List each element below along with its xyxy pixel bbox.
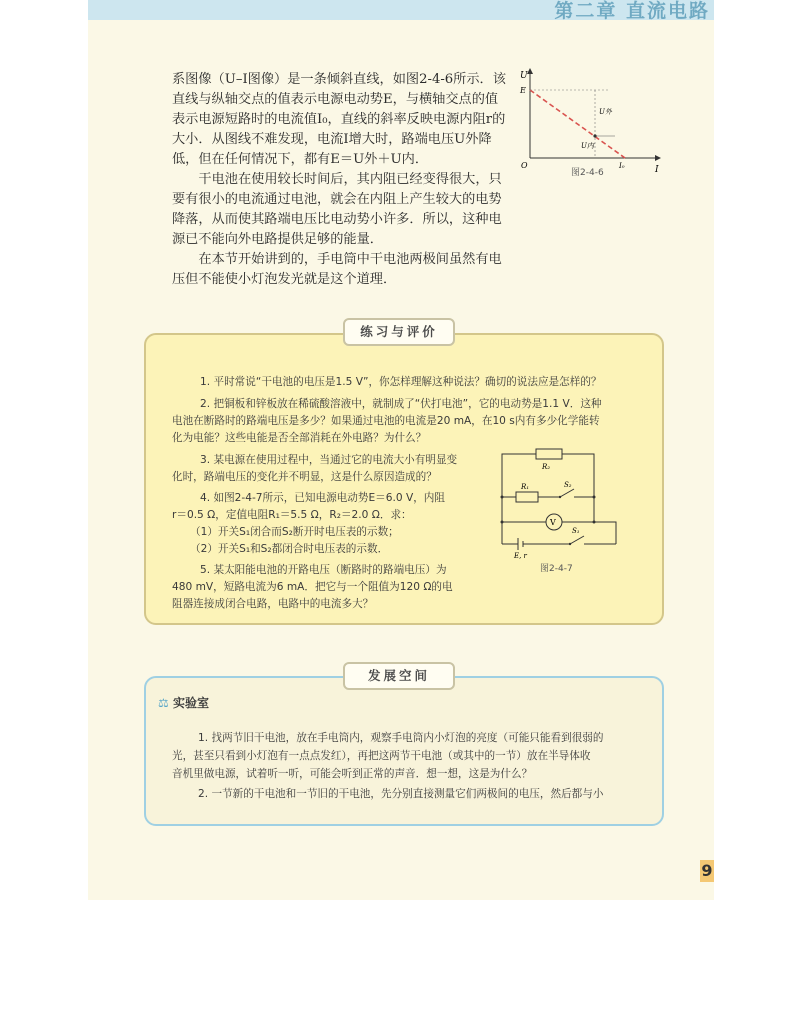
- circuit-figure: [494, 442, 624, 562]
- body-paragraph-1: 系图像（U–I图像）是一条倾斜直线，如图2-4-6所示．该直线与纵轴交点的值表示电源电动势E，与横轴交点的值表示电源短路时的电流值I₀，直线的斜率反映电源内阻r的大小．从图线不难发现，电流I增大时，路端电压U外降低，但在任何情况下，都有E＝U外＋U内．: [172, 72, 506, 167]
- graph-i0-label: I₀: [619, 162, 625, 170]
- exercise-q3-line1: 3. 某电源在使用过程中，当通过它的电流大小有明显变: [200, 454, 458, 466]
- switch-s1: [570, 536, 584, 544]
- exercise-q5-line3: 阻器连接成闭合电路，电路中的电流多大？: [172, 598, 374, 610]
- ui-line: [530, 90, 625, 158]
- graph-i-label: I: [655, 165, 659, 175]
- dev-q1-line2: 光，甚至只看到小灯泡有一点点发红），再把这两节干电池（或其中的一节）放在半导体收: [172, 750, 591, 762]
- label-v: V: [550, 518, 556, 527]
- graph-u-label: U: [520, 71, 528, 81]
- balance-scale-icon: ⚖: [158, 696, 169, 710]
- exercise-box-title: 练习与评价: [343, 318, 455, 346]
- dev-q1-line1: 1. 找两节旧干电池，放在手电筒内，观察手电筒内小灯泡的亮度（可能只能看到很弱的: [198, 732, 604, 744]
- label-r1: R₁: [521, 483, 530, 491]
- exercise-q5-line2: 480 mV，短路电流为6 mA．把它与一个阻值为120 Ω的电: [172, 581, 453, 593]
- exercise-q2-line1: 2. 把铜板和锌板放在稀硫酸溶液中，就制成了“伏打电池”，它的电动势是1.1 V．这种: [200, 398, 602, 410]
- exercise-q2-line3: 化为电能？这些电能是否全部消耗在外电路？为什么？: [172, 432, 427, 444]
- ui-graph-figure: [515, 68, 665, 178]
- body-paragraph-2: 干电池在使用较长时间后，其内阻已经变得很大，只要有很小的电流通过电池，就会在内阻上产生较大的电势降落，从而使其路端电压比电动势小许多．所以，这种电源已不能向外电路提供足够的能量．: [172, 172, 502, 247]
- graph-u-in-label: U内: [581, 142, 594, 150]
- figure-246-caption: 图2-4-6: [571, 168, 604, 178]
- graph-e-label: E: [520, 86, 526, 95]
- graph-u-out-label: U外: [599, 108, 612, 116]
- exercise-q4-line1: 4. 如图2-4-7所示，已知电源电动势E＝6.0 V，内阻: [200, 492, 445, 504]
- switch-s2: [560, 489, 574, 497]
- graph-origin-label: O: [521, 161, 528, 170]
- body-paragraph-3: 在本节开始讲到的，手电筒中干电池两极间虽然有电压但不能使小灯泡发光就是这个道理．: [172, 252, 502, 287]
- development-box-title: 发展空间: [343, 662, 455, 690]
- figure-247-caption: 图2-4-7: [540, 564, 573, 574]
- resistor-r1: [516, 492, 538, 502]
- exercise-q4-line3: （1）开关S₁闭合而S₂断开时电压表的示数；: [190, 526, 399, 538]
- exercise-q3-line2: 化时，路端电压的变化并不明显，这是什么原因造成的？: [172, 471, 437, 483]
- label-s2: S₂: [564, 481, 572, 489]
- lab-label: [158, 694, 209, 711]
- dev-q2-line1: 2. 一节新的干电池和一节旧的干电池，先分别直接测量它们两极间的电压，然后都与小: [198, 788, 604, 800]
- resistor-r2: [536, 449, 562, 459]
- label-r2: R₂: [542, 463, 551, 471]
- exercise-q1: 1. 平时常说“干电池的电压是1.5 V”，你怎样理解这种说法？确切的说法应是怎样的？: [200, 376, 602, 388]
- exercise-q4-line4: （2）开关S₁和S₂都闭合时电压表的示数．: [190, 543, 389, 555]
- label-s1: S₁: [572, 527, 580, 535]
- label-er: E, r: [514, 552, 527, 560]
- exercise-q4-line2: r＝0.5 Ω，定值电阻R₁＝5.5 Ω，R₂＝2.0 Ω．求：: [172, 509, 412, 521]
- exercise-q5-line1: 5. 某太阳能电池的开路电压（断路时的路端电压）为: [200, 564, 447, 576]
- dev-q1-line3: 音机里做电源，试着听一听，可能会听到正常的声音．想一想，这是为什么？: [172, 768, 533, 780]
- exercise-q2-line2: 电池在断路时的路端电压是多少？如果通过电池的电流是20 mA，在10 s内有多少化学能转: [172, 415, 600, 427]
- page-number: 9: [701, 861, 713, 880]
- lab-label-text: 实验室: [172, 696, 209, 710]
- chapter-title: 第二章 直流电路: [554, 0, 710, 22]
